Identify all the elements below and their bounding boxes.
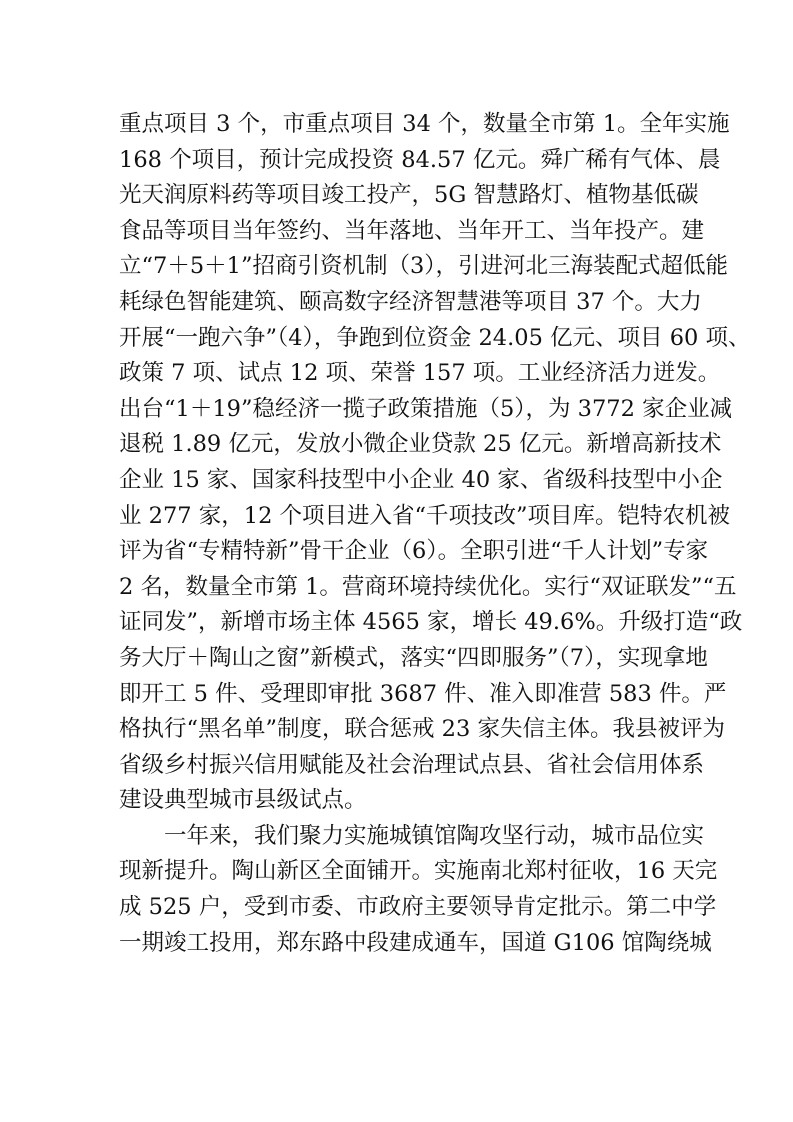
text-line: 耗绿色智能建筑、颐高数字经济智慧港等项目 37 个。大力: [119, 288, 702, 315]
text-line: 一年来，我们聚力实施城镇馆陶攻坚行动，城市品位实: [164, 822, 705, 849]
text-line: 省级乡村振兴信用赋能及社会治理试点县、省社会信用体系: [119, 751, 705, 778]
text-line: 退税 1.89 亿元，发放小微企业贷款 25 亿元。新增高新技术: [119, 431, 722, 458]
text-line: 即开工 5 件、受理即审批 3687 件、准入即准营 583 件。严: [119, 680, 727, 707]
text-line: 开展“一跑六争”（4），争跑到位资金 24.05 亿元、项目 60 项、: [119, 324, 751, 351]
text-line: 168 个项目，预计完成投资 84.57 亿元。舜广稀有气体、晨: [119, 146, 721, 173]
text-line: 立“7＋5＋1”招商引资机制（3），引进河北三海装配式超低能: [119, 253, 729, 280]
body-text: [119, 107, 751, 961]
text-line: 务大厅＋陶山之窗”新模式，落实“四即服务”（7），实现拿地: [119, 644, 708, 671]
text-line: 一期竣工投用，郑东路中段建成通车，国道 G106 馆陶绕城: [119, 929, 712, 956]
text-line: 食品等项目当年签约、当年落地、当年开工、当年投产。建: [119, 217, 705, 244]
text-line: 重点项目 3 个，市重点项目 34 个，数量全市第 1。全年实施: [119, 111, 730, 137]
text-line: 成 525 户，受到市委、市政府主要领导肯定批示。第二中学: [119, 894, 717, 921]
text-line: 出台“1＋19”稳经济一揽子政策措施（5），为 3772 家企业减: [119, 395, 733, 422]
text-line: 光天润原料药等项目竣工投产，5G 智慧路灯、植物基低碳: [119, 182, 699, 209]
text-line: 企业 15 家、国家科技型中小企业 40 家、省级科技型中小企: [119, 466, 723, 493]
text-line: 格执行“黑名单”制度，联合惩戒 23 家失信主体。我县被评为: [119, 716, 725, 743]
text-line: 证同发”，新增市场主体 4565 家，增长 49.6%。升级打造“政: [119, 609, 743, 636]
text-line: 业 277 家，12 个项目进入省“千项技改”项目库。铠特农机被: [119, 502, 731, 529]
text-line: 现新提升。陶山新区全面铺开。实施南北郑村征收，16 天完: [119, 858, 718, 885]
text-line: 建设典型城市县级试点。: [119, 787, 367, 814]
text-line: 2 名，数量全市第 1。营商环境持续优化。实行“双证联发”“五: [119, 573, 737, 600]
text-line: 评为省“专精特新”骨干企业（6）。全职引进“千人计划”专家: [119, 538, 709, 565]
text-line: 政策 7 项、试点 12 项、荣誉 157 项。工业经济活力迸发。: [119, 360, 721, 387]
